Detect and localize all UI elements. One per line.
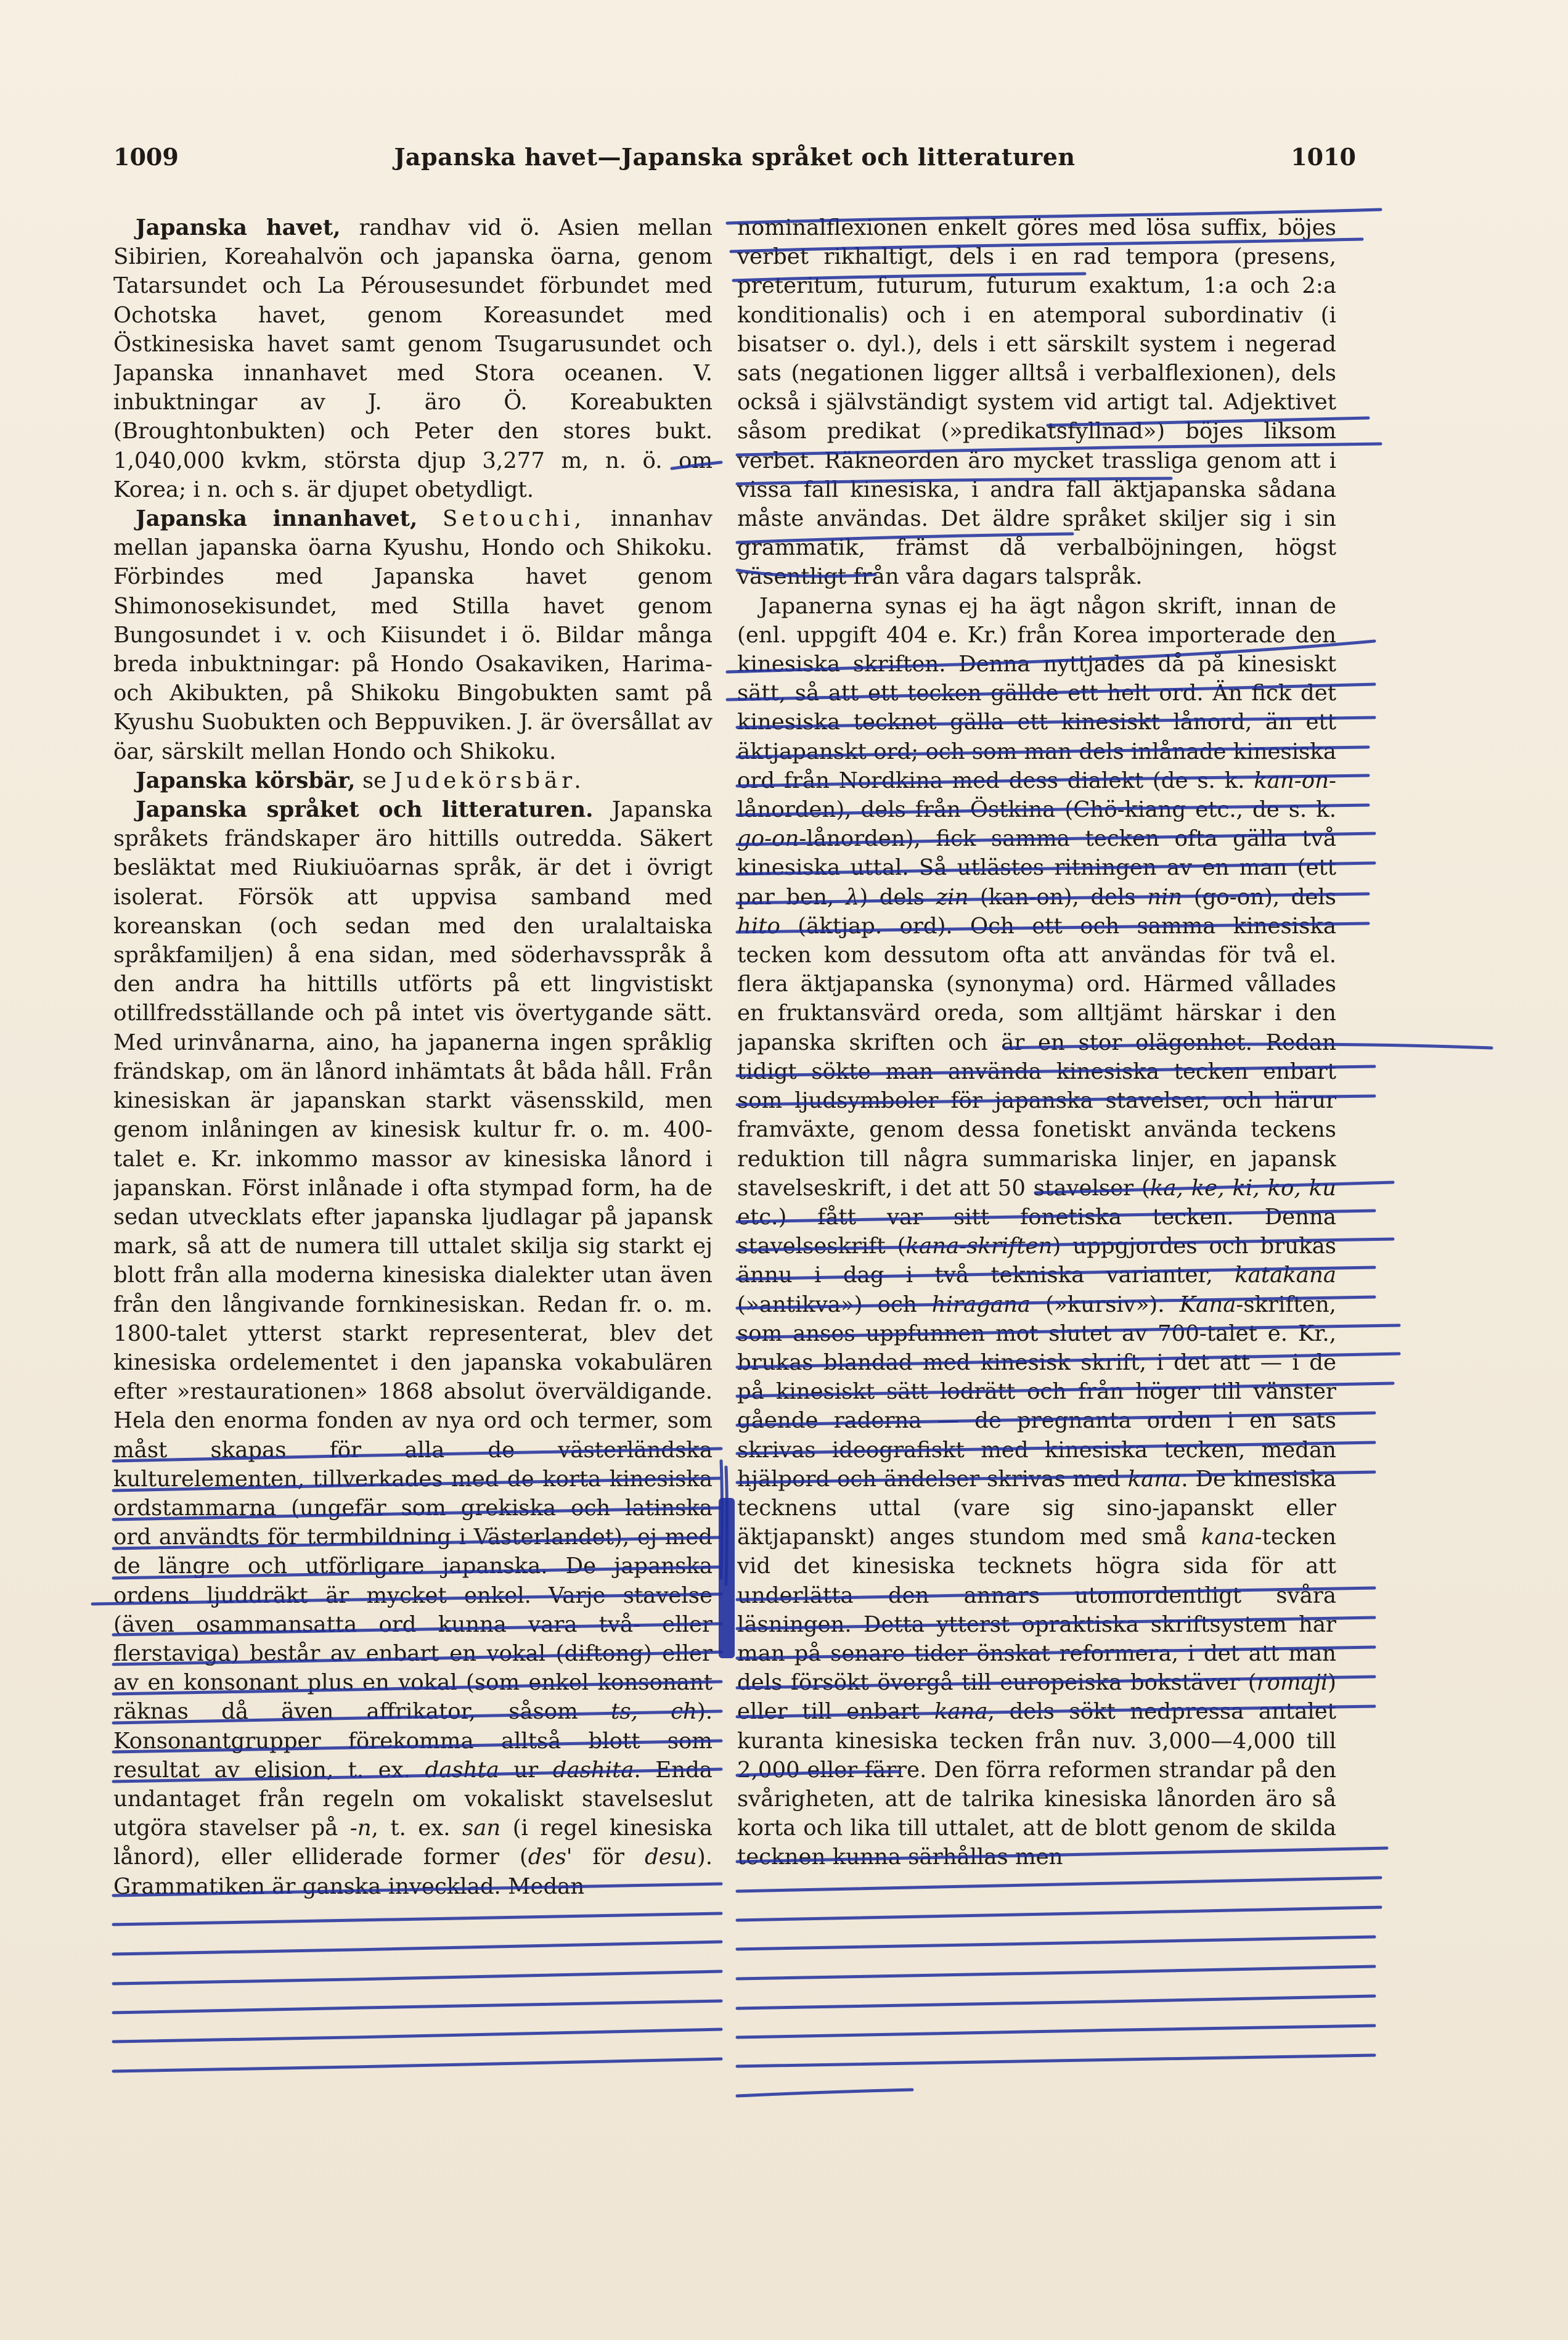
example-word: -n [349, 1815, 372, 1841]
example-word: ts, ch [611, 1699, 697, 1725]
italic-term: katakana [1235, 1262, 1336, 1288]
entry-japanska-spraket [113, 795, 713, 1901]
entry-body: ur [513, 1757, 539, 1783]
italic-term: nin [1147, 884, 1183, 910]
italic-term: hiragana [931, 1291, 1031, 1317]
cross-reference: Judekörsbär. [393, 767, 586, 793]
example-word: dashta [425, 1757, 499, 1783]
paragraph-text: (»antikva») och [737, 1291, 917, 1317]
entry-headword: Japanska körsbär, [136, 767, 356, 793]
entry-japanese-name: Setouchi, [442, 506, 586, 532]
running-header [113, 143, 1356, 180]
example-word: desu [645, 1844, 697, 1870]
paragraph-writing [737, 592, 1336, 1872]
entry-headword: Japanska innanhavet, [136, 506, 418, 532]
paragraph-text: (go-on), dels [1193, 884, 1336, 910]
italic-term: hito [737, 913, 780, 939]
paragraph-text: ) uppgjordes och brukas ännu i dag i två tekniska varianter, [737, 1233, 1336, 1288]
paragraph-text: -lånorden), dels från Östkina (Chö-kiang etc., de s. k. [737, 767, 1336, 823]
pen-stroke [721, 1461, 722, 1578]
paragraph-text: (äktjap. ord). Och ett och samma kinesiska tecken kom dessutom ofta att användas för två el. flera äktjapanska (synonyma) ord. Härmed vållades en fruktansvärd oreda, som alltjämt härskar i den japanska skriften och är en stor olägenhet. Redan tidigt sökte man använda kinesiska tecken enbart som ljudsymboler för japanska stavelser, och härur framväxte, genom dessa fonetiskt använda teckens reduktion till några summariska linjer, en japansk stavelseskrift, i det att 50 stavelser ( [737, 913, 1336, 1201]
italic-term: Kana [1179, 1291, 1236, 1317]
entry-body: för [592, 1844, 625, 1870]
paragraph-text: (»kursiv»). [1045, 1291, 1165, 1317]
entry-japanska-havet [113, 213, 713, 504]
ink-blot [719, 1498, 735, 1658]
entry-japanska-innanhavet [113, 504, 713, 766]
left-column [113, 213, 713, 2100]
entry-body: ). Grammatiken är ganska invecklad. Medan [113, 1844, 713, 1899]
italic-term: ka, ke, ki, ko, ku [1149, 1175, 1336, 1201]
italic-term: kana [1127, 1466, 1182, 1492]
italic-term: zin [936, 884, 969, 910]
italic-term: go-on [737, 826, 799, 852]
italic-term: kana [1201, 1524, 1255, 1550]
paragraph-grammar: nominalflexionen enkelt göres med lösa suffix, böjes verbet rikhaltigt, dels i en rad tempora (presens, preteritum, futurum, futurum exaktum, 1:a och 2:a konditionalis) och i en atemporal subordinativ (i bisatser o. dyl.), dels i ett särskilt system i negerad sats (negationen ligger alltså i verbalflexionen), dels också i självständigt system vid artigt tal. Adjektivet såsom predikat (»predikatsfyllnad») böjes liksom verbet. Räkneorden äro mycket trassliga genom att i vissa fall kinesiska, i andra fall äktjapanska sådana måste användas. Det äldre språket skiljer sig i sin grammatik, främst då verbalböjningen, högst väsentligt från våra dagars talspråk. [737, 215, 1336, 590]
italic-term: kana [934, 1699, 988, 1725]
paragraph-text: -lånorden), fick samma tecken ofta gälla två kinesiska uttal. Så utlästes ritningen av en man (ett par ben, [737, 826, 1336, 910]
example-word: des' [528, 1844, 573, 1870]
page-number-right: 1010 [1291, 143, 1356, 171]
entry-headword: Japanska havet, [136, 215, 341, 240]
running-title: Japanska havet—Japanska språket och litteraturen [394, 143, 1076, 171]
entry-japanska-korsbar [113, 766, 713, 795]
page-number-left: 1009 [113, 143, 179, 171]
paragraph-text: Japanerna synas ej ha ägt någon skrift, innan de (enl. uppgift 404 e. Kr.) från Korea importerade den kinesiska skriften. Denna nyttjades då på kinesiskt sätt, så att ett tecken gällde ett helt ord. Än fick det kinesiska tecknet gälla ett kinesiskt lånord, än ett äktjapanskt ord; och som man dels inlånade kinesiska ord från Nordkina med dess dialekt (de s. k. [737, 593, 1336, 793]
paragraph-text: . De kinesiska tecknens uttal (vare sig sino-japanskt eller äktjapanskt) anges stundom med små [737, 1466, 1336, 1550]
example-word: san [462, 1815, 501, 1841]
italic-term: kan-on [1254, 767, 1329, 793]
paragraph-text: etc.) fått var sitt fonetiska tecken. Denna stavelseskrift ( [737, 1204, 1336, 1259]
paragraph-text: ) dels [859, 884, 925, 910]
italic-term: kana-skriften [905, 1233, 1053, 1259]
paragraph-text: -tecken vid det kinesiska tecknets högra sida för att underlätta den annars utomordentligt svåra läsningen. Detta ytterst opraktiska skriftsystem har man på senare tider önskat reformera, i det att man dels försökt övergå till europeiska bokstäver ( [737, 1524, 1336, 1696]
entry-body: randhav vid ö. Asien mellan Sibirien, Koreahalvön och japanska öarna, genom Tatarsundet och La Pérousesundet förbundet med Ochotska havet, genom Koreasundet med Östkinesiska havet samt genom Tsugarusundet och Japanska innanhavet med Stora oceanen. V. inbuktningar av J. äro Ö. Koreabukten (Broughtonbukten) och Peter den stores bukt. 1,040,000 kvkm, största djup 3,277 m, n. ö. om Korea; i n. och s. är djupet obetydligt. [113, 215, 713, 502]
entry-see: se [362, 767, 387, 793]
italic-term: λ [845, 884, 860, 910]
pen-stroke [726, 1467, 727, 1584]
entry-headword: Japanska språket och litteraturen. [136, 797, 594, 823]
entry-body: innanhav mellan japanska öarna Kyushu, Hondo och Shikoku. Förbindes med Japanska havet genom Shimonosekisundet, med Stilla havet genom Bungosundet i v. och Kiisundet i ö. Bildar många breda inbuktningar: på Hondo Osakaviken, Harima- och Akibukten, på Shikoku Bingobukten samt på Kyushu Suobukten och Beppuviken. J. är översållat av öar, särskilt mellan Hondo och Shikoku. [113, 506, 713, 764]
entry-body: , t. ex. [371, 1815, 451, 1841]
right-column [737, 213, 1336, 2100]
entry-body: Japanska språkets frändskaper äro hittills outredda. Säkert besläktat med Riukiuöarnas språk, är det i övrigt isolerat. Försök att uppvisa samband med koreanskan (och sedan med den uralaltaiska språkfamiljen) å ena sidan, med söderhavsspråk å den andra ha hittills utförts på ett lingvistiskt otillfredsställande och på intet vis övertygande sätt. Med urinvånarna, aino, ha japanerna ingen språklig frändskap, om än lånord inhämtats åt båda håll. Från kinesiskan är japanskan starkt väsensskild, men genom inlåningen av kinesisk kultur fr. o. m. 400-talet e. Kr. inkommo massor av kinesiska lånord i japanskan. Först inlånade i ofta stympad form, ha de sedan utvecklats efter japanska ljudlagar på japansk mark, så att de numera till uttalet skilja sig starkt ej blott från alla moderna kinesiska dialekter utan även från den långivande fornkinesiskan. Redan fr. o. m. 1800-talet ytterst starkt representerat, blev det kinesiska ordelementet i den japanska vokabulären efter »restaurationen» 1868 absolut överväldigande. Hela den enorma fonden av nya ord och termer, som måst skapas för alla de västerländska kulturelementen, tillverkades med de korta kinesiska ordstammarna (ungefär som grekiska och latinska ord användts för termbildning i Västerlandet), ej med de längre och utförligare japanska. De japanska ordens ljuddräkt är mycket enkel. Varje stavelse (även osammansatta ord kunna vara två- eller flerstaviga) består av enbart en vokal (diftong) eller av en konsonant plus en vokal (som enkel konsonant räknas då även affrikator, såsom [113, 797, 713, 1725]
paragraph-text: (kan-on), dels [980, 884, 1136, 910]
entry-body: (i regel kinesiska lånord), eller elliderade former ( [113, 1815, 713, 1870]
example-word: dashita [552, 1757, 634, 1783]
entry-body: ). Konsonantgrupper förekomma alltså blott som resultat av elision, t. ex. [113, 1699, 713, 1783]
italic-term: romaji [1256, 1670, 1328, 1696]
paragraph-text: ) eller till enbart [737, 1670, 1336, 1725]
entry-body: . Enda undantaget från regeln om vokaliskt stavelseslut utgöra stavelser på [113, 1757, 713, 1841]
paragraph-text: -skriften, som anses uppfunnen mot slutet av 700-talet e. Kr., brukas blandad med kinesisk skrift, i det att — i de på kinesiskt sätt lodrätt och från höger till vänster gående raderna — de pregnanta orden i en sats skrivas ideografiskt med kinesiska tecken, medan hjälpord och ändelser skrivas med [737, 1291, 1336, 1492]
paragraph-text: , dels sökt nedpressa antalet kuranta kinesiska tecken från nuv. 3,000—4,000 till 2,000 eller färre. Den förra reformen strandar på den svårigheten, att de talrika kinesiska lånorden äro så korta och lika till uttalet, att de blott genom de skilda tecknen kunna särhållas men [737, 1699, 1336, 1870]
